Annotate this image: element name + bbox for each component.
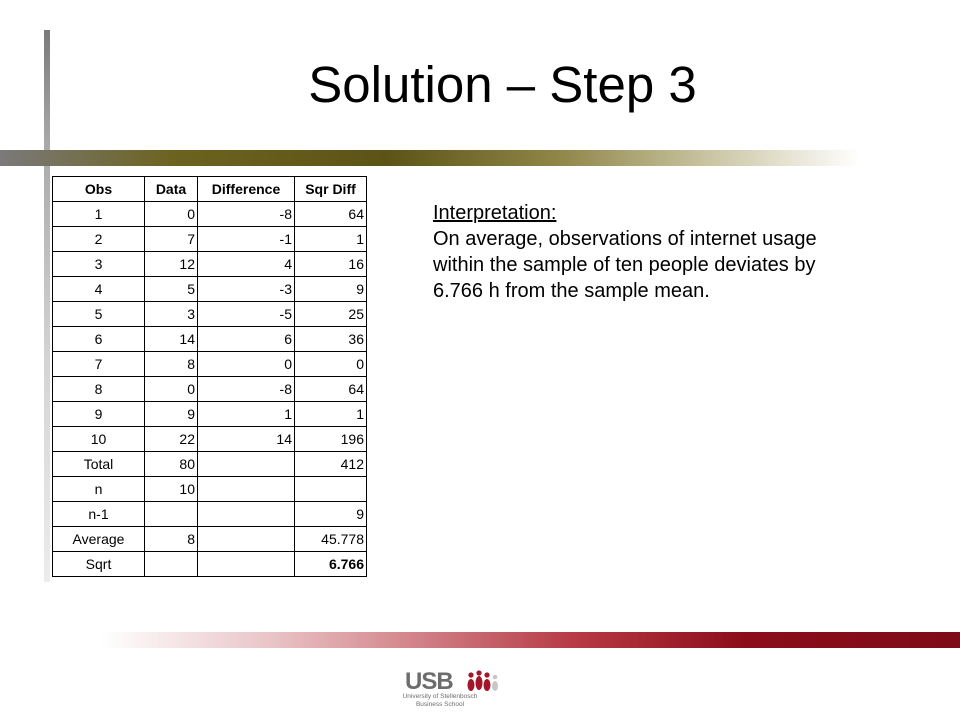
table-cell bbox=[145, 552, 198, 577]
std-dev-result-cell: 6.766 bbox=[295, 552, 367, 577]
interpretation-heading: Interpretation: bbox=[433, 202, 557, 224]
table-cell: 14 bbox=[145, 327, 198, 352]
table-cell: Average bbox=[53, 527, 145, 552]
logo-subtitle bbox=[397, 693, 483, 709]
table-cell: 22 bbox=[145, 427, 198, 452]
table-cell: 2 bbox=[53, 227, 145, 252]
table-cell: -8 bbox=[198, 377, 295, 402]
table-cell: Total bbox=[53, 452, 145, 477]
table-cell bbox=[198, 502, 295, 527]
table-cell: 10 bbox=[145, 477, 198, 502]
table-row bbox=[53, 202, 367, 227]
table-cell: 3 bbox=[53, 252, 145, 277]
table-cell: 412 bbox=[295, 452, 367, 477]
table-cell: 16 bbox=[295, 252, 367, 277]
logo-line-1: University of Stellenbosch bbox=[402, 693, 478, 700]
table-cell bbox=[198, 527, 295, 552]
table-cell: 8 bbox=[145, 352, 198, 377]
data-table bbox=[52, 176, 367, 577]
table-cell: 64 bbox=[295, 202, 367, 227]
table-cell bbox=[198, 452, 295, 477]
table-cell: 4 bbox=[53, 277, 145, 302]
table-cell: 1 bbox=[198, 402, 295, 427]
table-row bbox=[53, 352, 367, 377]
table-cell: 36 bbox=[295, 327, 367, 352]
table-cell: 10 bbox=[53, 427, 145, 452]
logo-wordmark: USB bbox=[405, 668, 453, 695]
table-cell: 0 bbox=[198, 352, 295, 377]
header-cell: Difference bbox=[198, 177, 295, 202]
table-row-total bbox=[53, 452, 367, 477]
table-cell: 7 bbox=[145, 227, 198, 252]
logo-line-2: Business School bbox=[415, 701, 465, 708]
interpretation-text: On average, observations of internet usage within the sample of ten people deviates by 6.766 h from the sample mean. bbox=[433, 228, 817, 302]
footer-divider-bar bbox=[100, 632, 960, 648]
table-cell bbox=[198, 552, 295, 577]
table-cell: 25 bbox=[295, 302, 367, 327]
table-row bbox=[53, 252, 367, 277]
table-cell: Sqrt bbox=[53, 552, 145, 577]
table-cell: n bbox=[53, 477, 145, 502]
table-cell: 64 bbox=[295, 377, 367, 402]
title-divider-bar bbox=[0, 150, 860, 166]
table-row-sqrt bbox=[53, 552, 367, 577]
table-cell: 14 bbox=[198, 427, 295, 452]
slide-title: Solution – Step 3 bbox=[308, 56, 697, 113]
table-cell: n-1 bbox=[53, 502, 145, 527]
table-cell: 45.778 bbox=[295, 527, 367, 552]
table-cell: -1 bbox=[198, 227, 295, 252]
table-cell: 8 bbox=[145, 527, 198, 552]
table-header-row bbox=[53, 177, 367, 202]
table-row-n-minus-1 bbox=[53, 502, 367, 527]
header-cell: Data bbox=[145, 177, 198, 202]
table-cell: 9 bbox=[145, 402, 198, 427]
interpretation-box bbox=[433, 200, 833, 304]
table-cell: 0 bbox=[145, 377, 198, 402]
table-cell: 1 bbox=[295, 402, 367, 427]
table-row-average bbox=[53, 527, 367, 552]
table-row bbox=[53, 327, 367, 352]
table-cell: -8 bbox=[198, 202, 295, 227]
table-cell: 1 bbox=[295, 227, 367, 252]
table-cell bbox=[295, 477, 367, 502]
table-cell: 6 bbox=[198, 327, 295, 352]
table-cell: 5 bbox=[53, 302, 145, 327]
table-cell: 9 bbox=[53, 402, 145, 427]
table-cell bbox=[198, 477, 295, 502]
table-cell: 8 bbox=[53, 377, 145, 402]
table-cell: 12 bbox=[145, 252, 198, 277]
table-cell bbox=[145, 502, 198, 527]
table-row bbox=[53, 377, 367, 402]
table-cell: 0 bbox=[145, 202, 198, 227]
table-cell: 196 bbox=[295, 427, 367, 452]
table-row bbox=[53, 427, 367, 452]
table-cell: -3 bbox=[198, 277, 295, 302]
table-row-n bbox=[53, 477, 367, 502]
table-cell: 7 bbox=[53, 352, 145, 377]
table-cell: 5 bbox=[145, 277, 198, 302]
table-row bbox=[53, 227, 367, 252]
table-cell: 3 bbox=[145, 302, 198, 327]
table-cell: -5 bbox=[198, 302, 295, 327]
table-row bbox=[53, 402, 367, 427]
table-cell: 9 bbox=[295, 502, 367, 527]
table-cell: 6 bbox=[53, 327, 145, 352]
table-cell: 0 bbox=[295, 352, 367, 377]
header-cell: Sqr Diff bbox=[295, 177, 367, 202]
table-cell: 80 bbox=[145, 452, 198, 477]
table-row bbox=[53, 277, 367, 302]
table-cell: 4 bbox=[198, 252, 295, 277]
table-cell: 9 bbox=[295, 277, 367, 302]
table-cell: 1 bbox=[53, 202, 145, 227]
table-row bbox=[53, 302, 367, 327]
usb-logo bbox=[397, 664, 527, 720]
header-cell: Obs bbox=[53, 177, 145, 202]
